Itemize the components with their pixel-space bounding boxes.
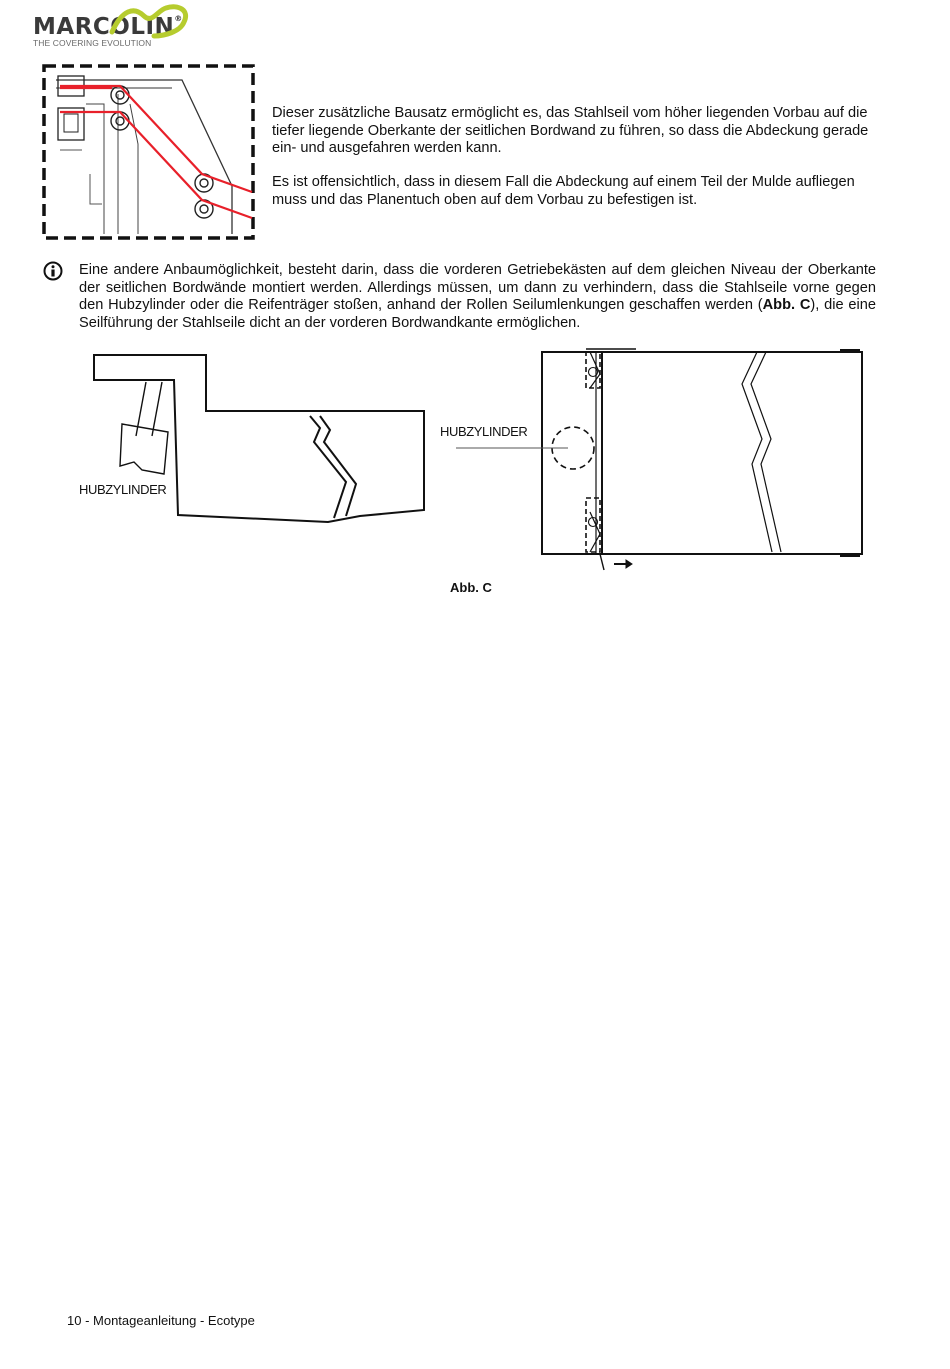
info-icon <box>43 261 63 281</box>
registered-mark: ® <box>174 14 183 23</box>
cable-pulley-diagram <box>42 64 256 242</box>
hubzylinder-label-right: HUBZYLINDER <box>440 424 528 439</box>
note-figure-ref: Abb. C <box>762 297 811 313</box>
brand-swoosh-icon <box>108 2 190 42</box>
intro-paragraph-1: Dieser zusätzliche Bausatz ermöglicht es, das Stahlseil vom höher liegenden Vorbau auf die tiefer liegende Oberkante der seitlichen Bordwand zu führen, so dass die Abdeckung gerade ein- und ausgefahren werden kann. <box>272 105 869 156</box>
note-text-after: ), die eine Seilführung der Stahlseile dicht an der vorderen Bordwandkante ermöglichen. <box>79 297 876 331</box>
note-paragraph <box>79 262 876 332</box>
intro-paragraph-2: Es ist offensichtlich, dass in diesem Fall die Abdeckung auf einem Teil der Mulde aufliegen muss und das Planentuch oben auf dem Vorbau zu befestigen ist. <box>272 174 855 208</box>
figure-c-caption: Abb. C <box>450 580 492 595</box>
brand-name: MARCOLIN <box>33 14 175 40</box>
figure-c-top-view <box>452 344 870 574</box>
figure-c-side-view <box>88 350 433 530</box>
brand-tagline: THE COVERING EVOLUTION <box>33 38 152 48</box>
hubzylinder-label-left: HUBZYLINDER <box>79 482 167 497</box>
note-text-before: Eine andere Anbaumöglichkeit, besteht darin, dass die vorderen Getriebekästen auf dem gleichen Niveau der Oberkante der seitlichen Bordwände montiert werden. Allerdings müssen, um dann zu verhindern, dass die Stahlseile vorne gegen den Hubzylinder oder die Reifenträger stoßen, anhand der Rollen Seilumlenkungen geschaffen werden ( <box>79 262 876 313</box>
page-footer: 10 - Montageanleitung - Ecotype <box>67 1313 255 1328</box>
